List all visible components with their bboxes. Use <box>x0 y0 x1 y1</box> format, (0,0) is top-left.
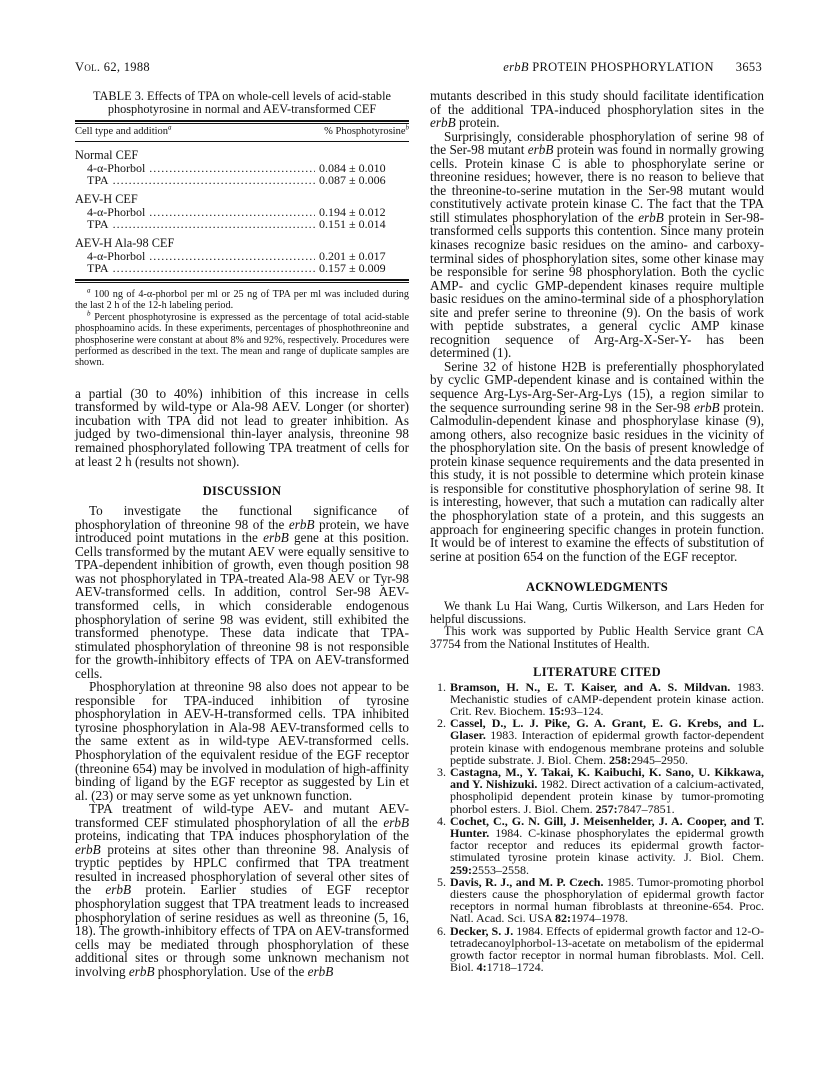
table-title-line: phosphotyrosine in normal and AEV-transformed CEF <box>107 102 377 116</box>
text-run: mutants described in this study should facilitate identification of the additional TPA-induced phosphorylation sites in the <box>430 88 764 117</box>
table-row <box>75 262 409 274</box>
paragraph <box>430 360 764 563</box>
reference-text: 1983. Mechanistic studies of cAMP-dependent protein kinase action. Crit. Rev. Biochem. <box>450 679 764 718</box>
group-name: AEV-H CEF <box>75 192 138 206</box>
reference-body <box>450 925 764 974</box>
paragraph <box>75 680 409 802</box>
row-value: 0.157 ± 0.009 <box>319 261 386 275</box>
group-name: Normal CEF <box>75 148 139 162</box>
text-run: protein. <box>455 115 500 131</box>
gene-name: erbB <box>288 516 315 532</box>
text-run: gene at this position. Cells transformed by the mutant AEV were equally sensitive to TPA-dependent inhibition of growth, even though position 98 was not phosphorylated in TPA-treated Ala-98 AEV or Tyr-98 AEV-transformed cells. In addition, control Ser-98 AEV-transformed cells, in which considerable endogenous phosphorylation of serine 98 was evident, still exhibited the transformed phenotype. These data indicate that TPA-stimulated phosphorylation of threonine 98 is not responsible for the growth-inhibitory effects of TPA on AEV-transformed cells. <box>75 530 410 681</box>
reference-body <box>450 876 764 925</box>
reference-text: 1984. Effects of epidermal growth factor and 12-O-tetradecanoylphorbol-13-acetate on metabolism of the epidermal growth factor receptor in normal human fibroblasts. Mol. Cell. Biol. <box>450 923 764 975</box>
reference-text: 1718–1724. <box>486 960 544 975</box>
gene-name: erbB <box>307 963 334 979</box>
row-value: 0.084 ± 0.010 <box>319 161 386 175</box>
reference-text: 1985. Tumor-promoting phorbol diesters cause the phosphorylation of epidermal growth factor receptors in normal human fibroblasts at threonine-654. Proc. Natl. Acad. Sci. USA <box>450 874 765 926</box>
dot-leader <box>113 174 315 186</box>
table-group <box>75 237 409 274</box>
acknowledgment-paragraph: We thank Lu Hai Wang, Curtis Wilkerson, and Lars Heden for helpful discussions. <box>430 599 764 626</box>
footnote-text: Percent phosphotyrosine is expressed as the percentage of total acid-stable phosphoamino acids. In these experiments, percentages of phosphothreonine and phosphoserine were constant at about 8% and 92%, respectively. Procedures were performed as described in the text. The mean and range of duplicate samples are shown. <box>75 311 409 369</box>
table-3 <box>75 90 409 369</box>
running-title-gene: erbB <box>503 60 529 74</box>
reference-item <box>430 925 764 974</box>
dot-leader <box>113 218 315 230</box>
gene-name: erbB <box>128 963 155 979</box>
text-run: proteins at sites other than threonine 98. Analysis of tryptic peptides by HPLC confirmed that TPA treatment resulted in increased phosphorylation of several other sites of the <box>75 841 409 898</box>
reference-authors: Cochet, C., G. N. Gill, J. Meisenhelder, J. A. Cooper, and T. Hunter. <box>450 813 764 840</box>
column-header-phosphotyrosine <box>324 123 409 138</box>
table-row <box>75 174 409 186</box>
reference-authors: Castagna, M., Y. Takai, K. Kaibuchi, K. Sano, U. Kikkawa, and Y. Nishizuki. <box>450 764 764 792</box>
reference-item <box>430 815 764 876</box>
reference-text: 1974–1978. <box>571 911 628 926</box>
column-header-text: % Phosphotyrosine <box>324 126 406 137</box>
reference-item <box>430 766 764 815</box>
reference-number: 3. <box>437 764 446 779</box>
footnote-mark: a <box>168 123 172 132</box>
reference-item <box>430 681 764 718</box>
reference-number: 6. <box>437 923 446 938</box>
text-run: Phosphorylation at threonine 98 also does not appear to be responsible for TPA-induced inhibition of tyrosine phosphorylation in AEV-H-transformed cells. TPA inhibited tyrosine phosphorylation in Ala-98 AEV-transformed cells to the same extent as in wild-type AEV-transformed cells. Phosphorylation of the equivalent residue of the EGF receptor (threonine 654) may be involved in modulation of high-affinity binding of ligand by the EGF receptor as suggested by Lin et al. (23) or may serve some as yet unknown function. <box>75 679 409 803</box>
reference-authors: Bramson, H. N., E. T. Kaiser, and A. S. Mildvan. <box>450 679 731 694</box>
paragraph <box>430 130 764 360</box>
reference-number: 4. <box>437 813 446 828</box>
gene-name: erbB <box>693 399 720 415</box>
paragraph <box>75 802 409 978</box>
gene-name: erbB <box>638 209 664 225</box>
table-group <box>75 149 409 186</box>
text-run: To investigate the functional significance of phosphorylation of threonine 98 of the <box>75 503 409 532</box>
discussion-heading: DISCUSSION <box>202 484 282 499</box>
reference-number: 2. <box>437 716 446 731</box>
reference-volume: 259: <box>450 862 472 877</box>
reference-number: 5. <box>437 874 446 889</box>
gene-name: erbB <box>383 814 409 830</box>
table-bottom-rule <box>75 279 409 283</box>
column-header-cell-type <box>75 123 172 138</box>
group-name: AEV-H Ala-98 CEF <box>75 236 175 250</box>
text-run: phosphorylation. Use of the <box>154 963 308 979</box>
gene-name: erbB <box>75 841 101 857</box>
footnote-b <box>75 309 409 369</box>
row-value: 0.194 ± 0.012 <box>319 205 386 219</box>
row-label: TPA <box>87 261 109 275</box>
reference-volume: 258: <box>608 752 631 767</box>
reference-volume: 15: <box>548 703 565 718</box>
table-header-rule <box>75 141 409 142</box>
dot-leader <box>113 262 315 274</box>
reference-text: 1983. Interaction of epidermal growth factor-dependent protein kinase with endogenous membrane proteins and soluble peptide substrate. J. Biol. Chem. <box>450 728 764 767</box>
text-run: protein was found in normally growing cells. Protein kinase C is able to phosphorylate serine or threonine residues; however, there is no reason to believe that the threonine-to-serine mutation in the Ser-98 mutant would constitutively activate protein kinase C. The fact that the TPA still stimulates phosphorylation of the <box>430 142 765 225</box>
reference-text: 2553–2558. <box>472 862 529 877</box>
acknowledgments-heading: ACKNOWLEDGMENTS <box>526 580 668 595</box>
reference-text: 2945–2950. <box>630 752 688 767</box>
footnote-mark: a <box>87 286 91 295</box>
text-run: Serine 32 of histone H2B is preferentially phosphorylated by cyclic GMP-dependent kinase and is contained within the sequence Arg-Lys-Arg-Ser-Arg-Lys (15), a region similar to the sequence surrounding serine 98 in the Ser-98 <box>430 358 764 415</box>
gene-name: erbB <box>527 142 554 158</box>
text-run: Surprisingly, considerable phosphorylation of serine 98 of the Ser-98 mutant <box>430 128 764 158</box>
reference-authors: Davis, R. J., and M. P. Czech. <box>450 874 604 889</box>
reference-body <box>450 766 764 815</box>
literature-cited-heading: LITERATURE CITED <box>533 664 661 679</box>
dot-leader <box>149 250 315 262</box>
acknowledgments <box>430 600 764 650</box>
footnote-text: 100 ng of 4-α-phorbol per ml or 25 ng of TPA per ml was included during the last 2 h of the 12-h labeling period. <box>75 289 409 312</box>
reference-body <box>450 815 764 876</box>
dot-leader <box>149 206 315 218</box>
reference-body <box>450 681 764 718</box>
gene-name: erbB <box>105 882 132 898</box>
text-run: a partial (30 to 40%) inhibition of this increase in cells transformed by wild-type or Ala-98 AEV. Longer (or shorter) incubation with TPA did not lead to greater inhibition. As judged by two-dimensional thin-layer analysis, threonine 98 remained phosphorylated following TPA treatment of cells for at least 2 h (results not shown). <box>75 385 409 469</box>
table-title-line: TABLE 3. Effects of TPA on whole-cell levels of acid-stable <box>93 89 391 103</box>
reference-authors: Cassel, D., L. J. Pike, G. A. Grant, E. G. Krebs, and L. Glaser. <box>450 716 764 743</box>
table-body <box>75 149 409 279</box>
reference-volume: 4: <box>476 960 487 975</box>
text-run: protein. Earlier studies of EGF receptor phosphorylation suggest that TPA treatment leads to increased phosphorylation of serine residues as well as threonine (5, 16, 18). The growth-inhibitory effects of TPA on AEV-transformed cells may be mediated through phosphorylation of these additional sites or through some unknown mechanism not involving <box>75 882 409 979</box>
table-footnotes <box>75 286 409 369</box>
footnote-a <box>75 286 409 312</box>
reference-item <box>430 876 764 925</box>
text-run: proteins, indicating that TPA induces phosphorylation of the <box>75 828 409 844</box>
reference-text: 1982. Direct activation of a calcium-activated, phospholipid dependent protein kinase by tumor-promoting phorbol esters. J. Biol. Chem. <box>450 777 764 816</box>
dot-leader <box>149 162 315 174</box>
running-head-right <box>503 60 762 75</box>
paragraph <box>75 504 409 680</box>
footnote-mark: b <box>87 309 91 318</box>
results-continuation-paragraph <box>75 387 409 468</box>
row-value: 0.201 ± 0.017 <box>319 249 386 263</box>
row-label: TPA <box>87 173 109 187</box>
footnote-mark: b <box>405 123 409 132</box>
gene-name: erbB <box>430 115 456 131</box>
reference-list <box>430 681 764 974</box>
table-title <box>75 90 409 116</box>
reference-text: 1984. C-kinase phosphorylates the epidermal growth factor receptor and reduces its epidermal growth factor-stimulated tyrosine protein kinase activity. J. Biol. Chem. <box>450 825 764 865</box>
reference-text: 93–124. <box>564 703 604 718</box>
table-row <box>75 218 409 230</box>
table-group <box>75 193 409 230</box>
reference-text: 7847–7851. <box>617 801 675 816</box>
text-run: protein, we have introduced point mutations in the <box>75 516 409 546</box>
reference-body <box>450 717 764 766</box>
table-header <box>75 124 409 141</box>
text-run: protein in Ser-98-transformed cells supports this contention. Since many protein kinases recognize basic residues on the amino- and carboxy-terminal sides of phosphorylation sites, some other kinase may be responsible for serine 98 phosphorylation. Both the cyclic AMP- and cyclic GMP-dependent kinases require multiple basic residues on the amino-terminal side of a phosphorylation site and prefer serine to threonine (9). On the basis of work with peptide substrates, a general cyclic AMP kinase recognition sequence of Arg-Arg-X-Ser-Y- has been determined (1). <box>430 209 764 361</box>
left-column-wrapper <box>75 90 409 978</box>
running-head-volume: Vol. 62, 1988 <box>75 60 150 74</box>
row-label: TPA <box>87 217 109 231</box>
gene-name: erbB <box>263 530 289 546</box>
discussion-paragraphs <box>430 130 764 564</box>
row-value: 0.087 ± 0.006 <box>319 173 386 187</box>
text-run: protein. Calmodulin-dependent kinase and phosphorylase kinase (9), among others, also recognize basic residues in the vicinity of the phosphorylation site. On the basis of present knowledge of protein kinase sequence requirements and the data presented in this study, it is not possible to determine which protein kinase is responsible for constitutive phosphorylation of serine 98. It is interesting, however, that such a mutation can radically alter the phosphorylation state of a protein, and this suggests an approach for engineering specific changes in protein function. It would be of interest to examine the effects of substitution of serine at position 654 on the function of the EGF receptor. <box>430 399 764 564</box>
row-label: 4-α-Phorbol <box>87 205 146 219</box>
row-label: 4-α-Phorbol <box>87 249 146 263</box>
right-column <box>430 89 764 973</box>
discussion-paragraphs <box>75 504 409 978</box>
page-number: 3653 <box>735 60 762 74</box>
reference-number: 1. <box>437 679 446 694</box>
reference-item <box>430 717 764 766</box>
reference-authors: Decker, S. J. <box>450 923 514 938</box>
running-title <box>503 60 714 75</box>
running-title-text: PROTEIN PHOSPHORYLATION <box>528 60 714 74</box>
left-column <box>75 387 409 978</box>
discussion-continuation-paragraph <box>430 89 764 130</box>
row-label: 4-α-Phorbol <box>87 161 146 175</box>
reference-volume: 257: <box>595 801 618 816</box>
text-run: TPA treatment of wild-type AEV- and mutant AEV-transformed CEF stimulated phosphorylation of all the <box>75 801 409 830</box>
column-header-text: Cell type and addition <box>75 126 169 137</box>
reference-volume: 82: <box>555 911 571 926</box>
acknowledgment-paragraph: This work was supported by Public Health Service grant CA 37754 from the National Institutes of Health. <box>430 624 764 651</box>
row-value: 0.151 ± 0.014 <box>319 217 386 231</box>
